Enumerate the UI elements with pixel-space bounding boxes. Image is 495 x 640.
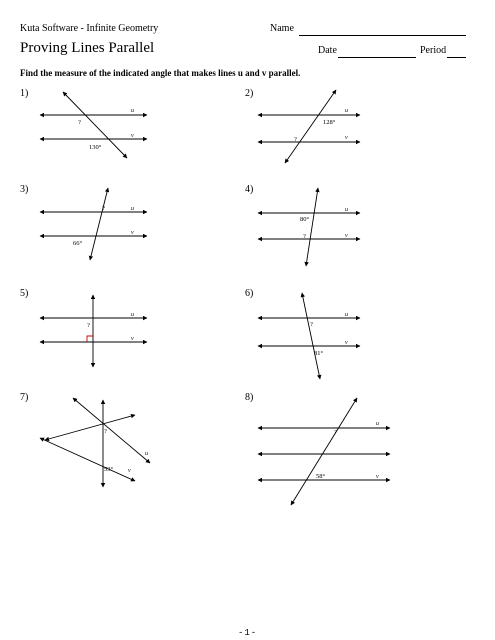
problem-number: 3) bbox=[20, 184, 29, 195]
problem-number: 7) bbox=[20, 392, 29, 403]
page-title: Proving Lines Parallel bbox=[20, 40, 155, 56]
given-angle-label: 58° bbox=[316, 473, 326, 480]
line-v-label: v bbox=[131, 230, 134, 236]
page-number: -1- bbox=[238, 628, 258, 638]
name-label: Name bbox=[270, 23, 294, 34]
unknown-angle-label: ? bbox=[78, 119, 81, 126]
problem-number: 8) bbox=[245, 392, 254, 403]
unknown-angle-label: ? bbox=[303, 233, 306, 240]
period-label: Period bbox=[420, 45, 447, 56]
line-u-label: u bbox=[131, 312, 134, 318]
line-u-label: u bbox=[345, 312, 348, 318]
unknown-angle-label: ? bbox=[104, 428, 107, 435]
problem-number: 6) bbox=[245, 288, 254, 299]
line-u-label: u bbox=[131, 206, 134, 212]
problem-number: 5) bbox=[20, 288, 29, 299]
line-v-label: v bbox=[128, 468, 131, 474]
line-u-label: u bbox=[345, 108, 348, 114]
instructions: Find the measure of the indicated angle that makes lines u and v parallel. bbox=[20, 68, 301, 78]
line-v-label: v bbox=[345, 233, 348, 239]
date-label: Date bbox=[318, 45, 337, 56]
unknown-angle-label: ? bbox=[87, 322, 90, 329]
line-u-label: u bbox=[345, 207, 348, 213]
given-angle-label: 66° bbox=[73, 240, 83, 247]
unknown-angle-label: ? bbox=[294, 136, 297, 143]
line-u-label: u bbox=[376, 421, 379, 427]
line-v-label: v bbox=[345, 135, 348, 141]
publisher-label: Kuta Software - Infinite Geometry bbox=[20, 23, 159, 34]
given-angle-label: 53° bbox=[104, 466, 114, 473]
unknown-angle-label: ? bbox=[102, 205, 105, 212]
line-u-label: u bbox=[131, 108, 134, 114]
line-u-label: u bbox=[145, 451, 148, 457]
given-angle-label: 128° bbox=[323, 119, 336, 126]
line-v-label: v bbox=[131, 133, 134, 139]
given-angle-label: 130° bbox=[89, 144, 102, 151]
unknown-angle-label: ? bbox=[310, 321, 313, 328]
line-v-label: v bbox=[345, 340, 348, 346]
problem-number: 1) bbox=[20, 88, 29, 99]
problem-number: 4) bbox=[245, 184, 254, 195]
given-angle-label: 80° bbox=[300, 216, 310, 223]
line-v-label: v bbox=[376, 474, 379, 480]
problem-number: 2) bbox=[245, 88, 254, 99]
transversal bbox=[291, 398, 357, 505]
given-angle-label: 81° bbox=[314, 350, 324, 357]
line-v-label: v bbox=[131, 336, 134, 342]
unknown-angle-label: ? bbox=[334, 429, 337, 436]
